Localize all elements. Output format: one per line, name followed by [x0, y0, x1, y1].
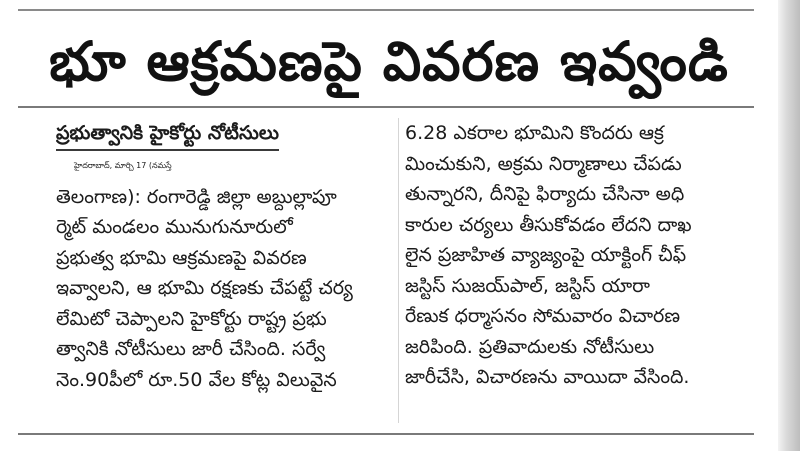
article-line: ఇవ్వాలని, ఆ భూమి రక్షణకు చేపట్టే చర్య [56, 277, 353, 299]
bottom-rule [18, 433, 754, 435]
article-line: రేణుక ధర్మాసనం సోమవారం విచారణ [405, 305, 681, 327]
right-column [405, 118, 750, 423]
subheadline: ప్రభుత్వానికి హైకోర్టు నోటీసులు [56, 118, 279, 151]
article-line: కారుల చర్యలు తీసుకోవడం లేదని దాఖ [405, 213, 692, 236]
article-line: జరిపింది. ప్రతివాదులకు నోటీసులు [405, 335, 655, 358]
column-divider [398, 118, 399, 423]
article-line: 6.28 ఎకరాల భూమిని కొందరు ఆక్ర [405, 122, 664, 144]
article-line: లేమిటో చెప్పాలని హైకోర్టు రాష్ట్ర ప్రభు [56, 307, 327, 330]
article-line: త్వానికి నోటీసులు జారీ చేసింది. సర్వే [56, 338, 326, 360]
article-line: జస్టిస్ సుజయ్‌పాల్, జస్టిస్ యారా [405, 274, 650, 297]
article-line: ప్రభుత్వ భూమి ఆక్రమణపై వివరణ [56, 246, 307, 269]
top-rule [18, 9, 754, 11]
headline: భూ ఆక్రమణపై వివరణ ఇవ్వండి [49, 30, 729, 93]
article-line: నెం.90పీలో రూ.50 వేల కోట్ల విలువైన [56, 368, 337, 391]
article-line: మించుకుని, అక్రమ నిర్మాణాలు చేపడు [405, 152, 682, 175]
left-column [56, 118, 396, 423]
headline-rule [18, 106, 754, 108]
article-line: తున్నారని, దీనిపై ఫిర్యాదు చేసినా అధి [405, 183, 685, 205]
article-line: ర్మెట్ మండలం మునుగునూరులో [56, 216, 293, 238]
article-line: జారీచేసి, విచారణను వాయిదా వేసింది. [405, 366, 690, 388]
article-line: తెలంగాణ): రంగారెడ్డి జిల్లా అబ్దుల్లాపూ [56, 185, 337, 208]
article-line: లైన ప్రజాహిత వ్యాజ్యంపై యాక్టింగ్ చీఫ్ [405, 244, 687, 266]
article-line: హైదరాబాద్, మార్చి 17 (నమస్తే [74, 161, 172, 170]
page-edge-shadow [778, 0, 800, 451]
